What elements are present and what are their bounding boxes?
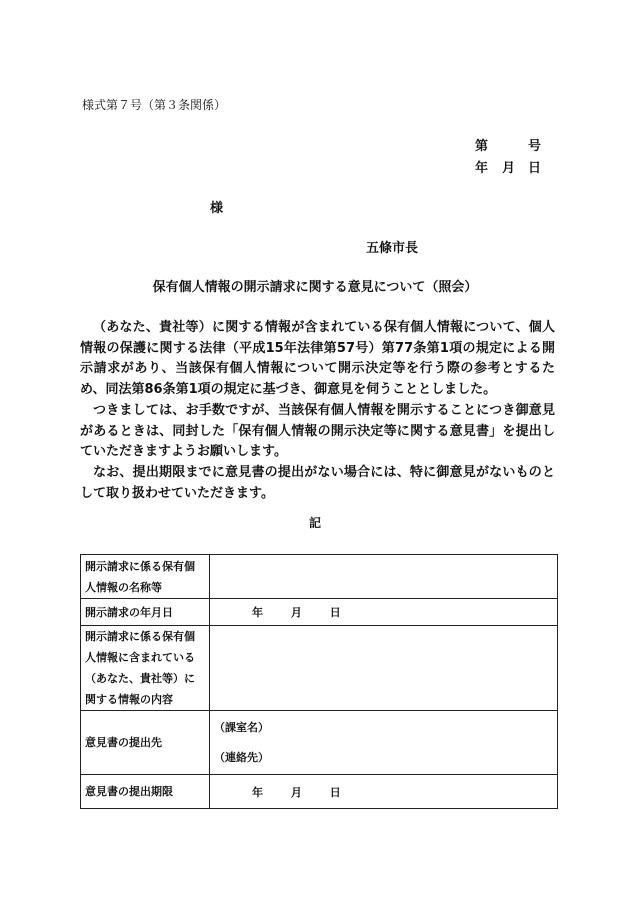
date-month-label: 月 <box>290 785 302 799</box>
contact-label: （連絡先） <box>214 750 269 764</box>
row-value-field[interactable] <box>210 626 558 711</box>
date-month-label: 月 <box>290 606 302 619</box>
ki-label: 記 <box>308 516 321 530</box>
row-label-line: 開示請求の年月日 <box>85 605 173 619</box>
table-row <box>81 626 558 711</box>
row-label <box>81 775 210 809</box>
row-label-line: 意見書の提出期限 <box>85 785 173 798</box>
row-label-line: 意見書の提出先 <box>85 736 162 749</box>
table-row <box>81 555 558 599</box>
form-number: 様式第７号（第３条関係） <box>82 98 227 112</box>
sender-name: 五條市長 <box>366 241 419 256</box>
body-paragraph: なお、提出期限までに意見書の提出がない場合には、特に御意見がないものとして取り扱わせていただきます。 <box>80 464 555 501</box>
row-label-line: 人情報に含まれている <box>85 651 195 664</box>
row-label <box>81 555 210 599</box>
body-text <box>80 318 555 504</box>
date-day-label: 日 <box>329 785 341 799</box>
table-row <box>81 775 558 809</box>
table-row <box>81 599 558 626</box>
date-year-label: 年 <box>252 785 263 799</box>
deadline-date-field[interactable] <box>210 775 558 809</box>
date-day-label: 日 <box>329 606 341 619</box>
row-label-line: 人情報の名称等 <box>85 580 162 594</box>
table-row <box>81 711 558 775</box>
document-title: 保有個人情報の開示請求に関する意見について（照会） <box>152 280 478 295</box>
info-table <box>80 554 558 809</box>
row-label <box>81 599 210 626</box>
reference-go: 号 <box>528 139 542 154</box>
date-month-label: 月 <box>502 161 516 176</box>
row-label <box>81 711 210 775</box>
department-label: （課室名） <box>214 720 269 734</box>
row-value-field[interactable] <box>210 555 558 599</box>
request-date-field[interactable] <box>210 599 558 626</box>
row-label-line: 開示請求に係る保有個 <box>85 559 195 573</box>
row-label-line: 開示請求に係る保有個 <box>85 630 195 643</box>
row-label-line: 関する情報の内容 <box>85 693 173 706</box>
date-day-label: 日 <box>528 161 542 176</box>
body-paragraph: （あなた、貴社等）に関する情報が含まれている保有個人情報について、個人情報の保護に関する法律（平成15年法律第57号）第77条第1項の規定による開示請求があり、当該保有個人情報について開示決定等を行う際の参考とするため、同法第86条第1項の規定に基づき、御意見を伺うこととしました。 <box>80 320 555 398</box>
body-paragraph: つきましては、お手数ですが、当該保有個人情報を開示することにつき御意見があるときは、同封した「保有個人情報の開示決定等に関する意見書」を提出していただきますようお願いします。 <box>80 402 555 460</box>
row-label-line: （あなた、貴社等）に <box>85 672 195 685</box>
date-year-label: 年 <box>475 161 489 176</box>
addressee-honorific: 様 <box>210 201 224 216</box>
row-label <box>81 626 210 711</box>
date-year-label: 年 <box>252 606 263 619</box>
reference-dai: 第 <box>475 139 489 154</box>
submission-destination-field[interactable] <box>210 711 558 775</box>
